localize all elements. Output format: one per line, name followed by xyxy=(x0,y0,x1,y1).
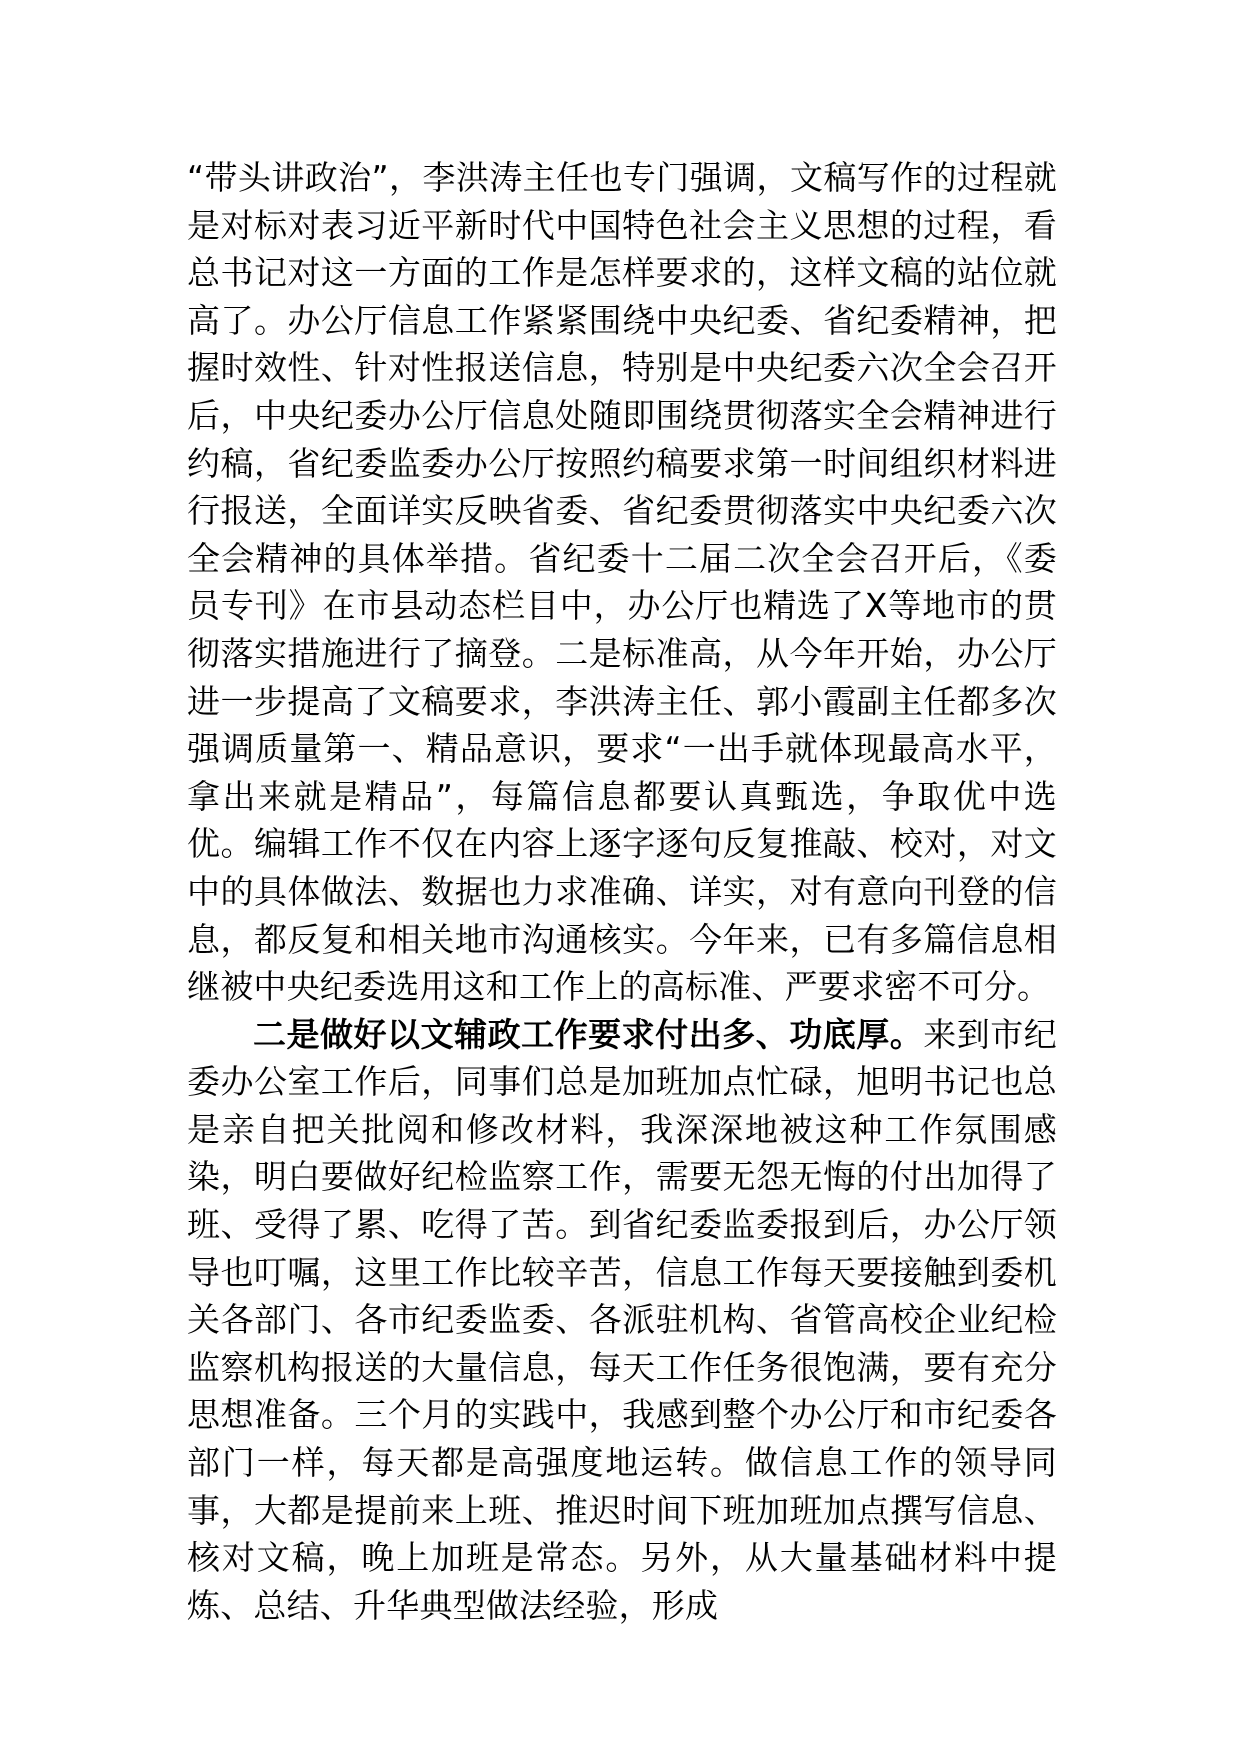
paragraph-text: “带头讲政治”，李洪涛主任也专门强调，文稿写作的过程就是对标对表习近平新时代中国特色社会主义思想的过程，看总书记对这一方面的工作是怎样要求的，这样文稿的站位就高了。办公厅信息工作紧紧围绕中央纪委、省纪委精神，把握时效性、针对性报送信息，特别是中央纪委六次全会召开后，中央纪委办公厅信息处随即围绕贯彻落实全会精神进行约稿，省纪委监委办公厅按照约稿要求第一时间组织材料进行报送，全面详实反映省委、省纪委贯彻落实中央纪委六次全会精神的具体举措。省纪委十二届二次全会召开后，《委员专刊》在市县动态栏目中，办公厅也精选了X等地市的贯彻落实措施进行了摘登。二是标准高，从今年开始，办公厅进一步提高了文稿要求，李洪涛主任、郭小霞副主任都多次强调质量第一、精品意识，要求“一出手就体现最高水平，拿出来就是精品”，每篇信息都要认真甄选，争取优中选优。编辑工作不仅在内容上逐字逐句反复推敲、校对，对文中的具体做法、数据也力求准确、详实，对有意向刊登的信息，都反复和相关地市沟通核实。今年来，已有多篇信息相继被中央纪委选用这和工作上的高标准、严要求密不可分。 xyxy=(187,158,1057,1007)
paragraph-lead-heading: 二是做好以文辅政工作要求付出多、功底厚。 xyxy=(253,1014,924,1054)
paragraph-text: 来到市纪委办公室工作后，同事们总是加班加点忙碌，旭明书记也总是亲自把关批阅和修改材料，我深深地被这种工作氛围感染，明白要做好纪检监察工作，需要无怨无悔的付出加得了班、受得了累、吃得了苦。到省纪委监委报到后，办公厅领导也叮嘱，这里工作比较辛苦，信息工作每天要接触到委机关各部门、各市纪委监委、各派驻机构、省管高校企业纪检监察机构报送的大量信息，每天工作任务很饱满，要有充分思想准备。三个月的实践中，我感到整个办公厅和市纪委各部门一样，每天都是高强度地运转。做信息工作的领导同事，大都是提前来上班、推迟时间下班加班加点撰写信息、核对文稿，晚上加班是常态。另外，从大量基础材料中提炼、总结、升华典型做法经验，形成 xyxy=(187,1014,1057,1625)
paragraph-section-two xyxy=(187,1011,1057,1630)
document-body xyxy=(187,154,1057,1629)
paragraph-continuation xyxy=(187,154,1057,1011)
